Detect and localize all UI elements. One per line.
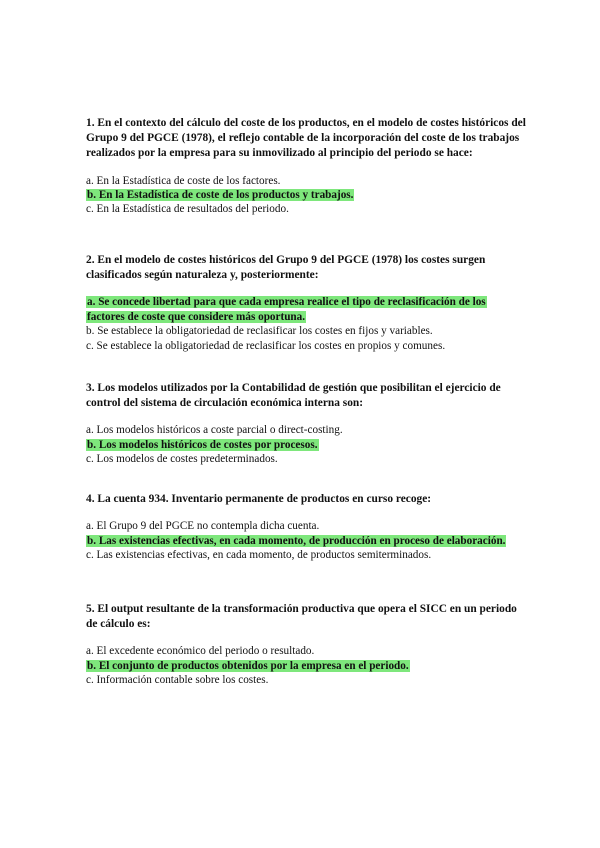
- option-a: a. El excedente económico del periodo o resultado.: [86, 645, 315, 658]
- option-b-correct: [86, 534, 526, 548]
- question-2: [86, 253, 526, 353]
- question-text: 1. En el contexto del cálculo del coste de los productos, en el modelo de costes históricos del Grupo 9 del PGCE (1978), el reflejo contable de la incorporación del coste de los trabajos realizados por la empresa para su inmovilizado al principio del periodo se hace:: [86, 117, 526, 160]
- question-text: 5. El output resultante de la transformación productiva que opera el SICC en un periodo de cálculo es:: [86, 603, 517, 631]
- option-c: c. En la Estadística de resultados del periodo.: [86, 203, 289, 216]
- question-text: 2. En el modelo de costes históricos del Grupo 9 del PGCE (1978) los costes surgen clasificados según naturaleza y, posteriormente:: [86, 254, 486, 282]
- question-text: 3. Los modelos utilizados por la Contabilidad de gestión que posibilitan el ejercicio de control del sistema de circulación económica interna son:: [86, 382, 501, 410]
- correct-answer-highlight: b. Los modelos históricos de costes por procesos.: [87, 438, 318, 451]
- question-5: [86, 602, 526, 688]
- question-4: [86, 492, 526, 562]
- option-c: c. Los modelos de costes predeterminados.: [86, 453, 278, 466]
- correct-answer-highlight: b. Las existencias efectivas, en cada momento, de producción en proceso de elaboración.: [87, 534, 506, 547]
- option-c: c. Información contable sobre los costes.: [86, 674, 269, 687]
- question-text: 4. La cuenta 934. Inventario permanente de productos en curso recoge:: [86, 493, 432, 505]
- option-a-correct: [86, 295, 526, 324]
- option-c: c. Se establece la obligatoriedad de reclasificar los costes en propios y comunes.: [86, 339, 446, 352]
- correct-answer-highlight: a. Se concede libertad para que cada empresa realice el tipo de reclasificación de los factores de coste que considere más oportuna.: [87, 296, 486, 323]
- question-3: [86, 381, 526, 467]
- option-a: a. El Grupo 9 del PGCE no contempla dicha cuenta.: [86, 520, 320, 533]
- option-b-correct: [86, 438, 526, 452]
- option-b-correct: [86, 659, 526, 673]
- option-c: c. Las existencias efectivas, en cada momento, de productos semiterminados.: [86, 549, 432, 562]
- option-b-correct: [86, 188, 526, 202]
- correct-answer-highlight: b. El conjunto de productos obtenidos por la empresa en el periodo.: [87, 659, 409, 672]
- question-1: [86, 116, 526, 217]
- correct-answer-highlight: b. En la Estadística de coste de los productos y trabajos.: [87, 189, 354, 202]
- option-a: a. Los modelos históricos a coste parcial o direct-costing.: [86, 424, 343, 437]
- option-b: b. Se establece la obligatoriedad de reclasificar los costes en fijos y variables.: [86, 325, 433, 338]
- option-a: a. En la Estadística de coste de los factores.: [86, 174, 281, 187]
